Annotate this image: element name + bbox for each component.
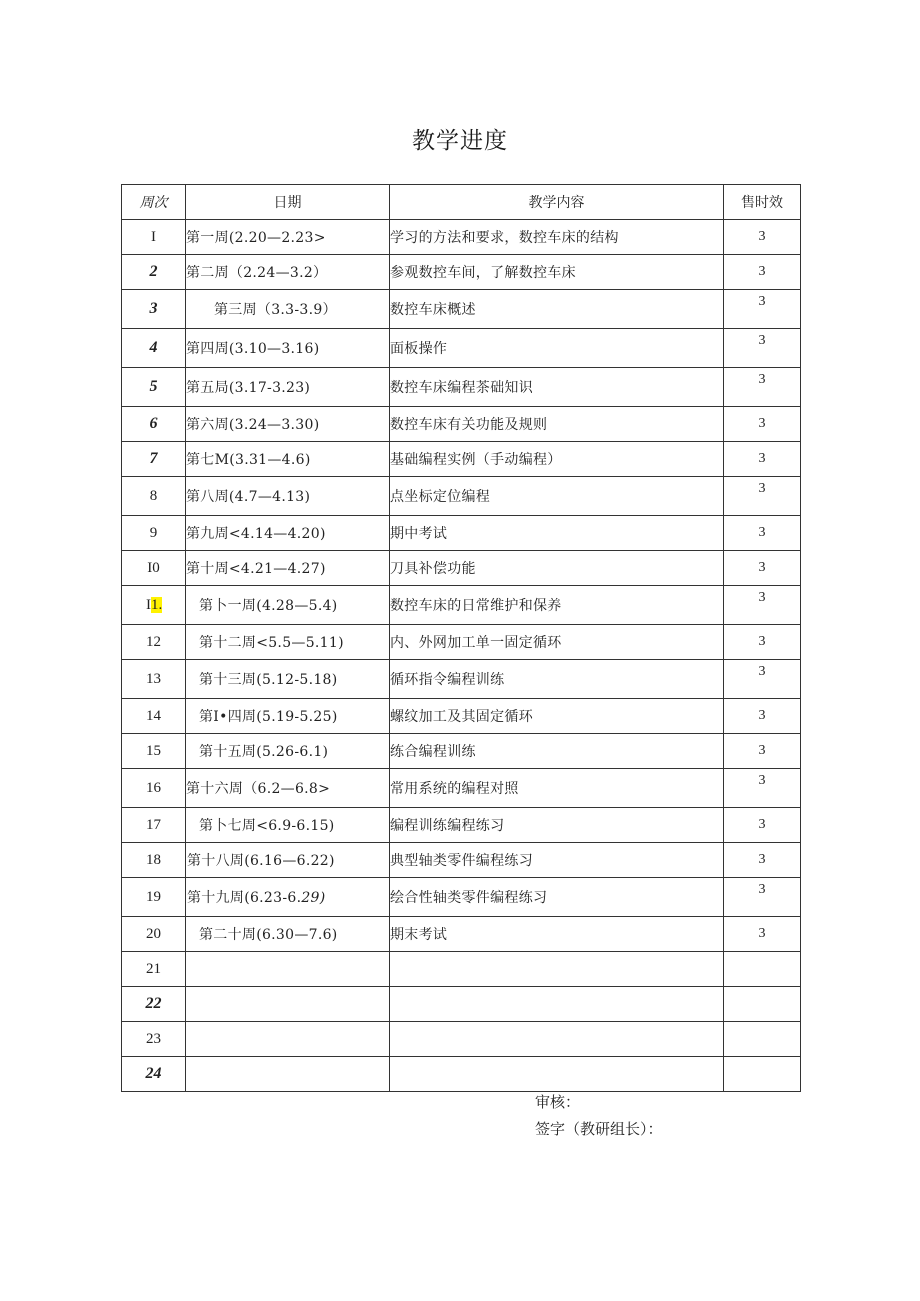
hours-cell: 3 — [724, 660, 801, 699]
week-cell: 13 — [122, 660, 186, 699]
date-cell: 第八周(4.7—4.13) — [186, 477, 390, 516]
hours-cell: 3 — [724, 407, 801, 442]
content-cell: 数控车床的日常维护和保养 — [390, 586, 724, 625]
week-cell: 8 — [122, 477, 186, 516]
week-cell: I — [122, 220, 186, 255]
hours-cell: 3 — [724, 843, 801, 878]
week-cell: 2 — [122, 255, 186, 290]
teaching-schedule-table — [121, 184, 801, 1092]
date-cell: 第十八周(6.16—6.22) — [186, 843, 390, 878]
table-row — [122, 769, 801, 808]
date-cell: 第五局(3.17-3.23) — [186, 368, 390, 407]
content-cell: 练合编程训练 — [390, 734, 724, 769]
header-content: 教学内容 — [390, 185, 724, 220]
week-cell: 9 — [122, 516, 186, 551]
table-row — [122, 699, 801, 734]
content-cell: 编程训练编程练习 — [390, 808, 724, 843]
week-cell: 23 — [122, 1022, 186, 1057]
table-header-row — [122, 185, 801, 220]
review-label: 审核： — [535, 1093, 581, 1111]
content-cell — [390, 952, 724, 987]
hours-cell: 3 — [724, 808, 801, 843]
week-cell: 16 — [122, 769, 186, 808]
date-cell: 第六周(3.24—3.30) — [186, 407, 390, 442]
content-cell: 数控车床编程茶础知识 — [390, 368, 724, 407]
week-cell: 3 — [122, 290, 186, 329]
table-row — [122, 987, 801, 1022]
hours-cell: 3 — [724, 769, 801, 808]
week-cell: 19 — [122, 878, 186, 917]
table-row — [122, 477, 801, 516]
week-cell: 6 — [122, 407, 186, 442]
content-cell: 点坐标定位编程 — [390, 477, 724, 516]
date-cell: 第二周（2.24—3.2） — [186, 255, 390, 290]
table-row — [122, 660, 801, 699]
week-cell — [122, 586, 186, 625]
table-row — [122, 586, 801, 625]
hours-cell: 3 — [724, 516, 801, 551]
date-cell — [186, 878, 390, 917]
content-cell: 期末考试 — [390, 917, 724, 952]
week-cell: I0 — [122, 551, 186, 586]
hours-cell: 3 — [724, 699, 801, 734]
table-row — [122, 625, 801, 660]
date-cell: 第十二周<5.5—5.11) — [186, 625, 390, 660]
date-cell: 第十五周(5.26-6.1) — [186, 734, 390, 769]
hours-cell: 3 — [724, 255, 801, 290]
hours-cell: 3 — [724, 442, 801, 477]
table-row — [122, 917, 801, 952]
content-cell: 典型轴类零件编程练习 — [390, 843, 724, 878]
date-text: 第十九周(6.23-6. — [187, 890, 302, 906]
date-cell — [186, 1057, 390, 1092]
content-cell — [390, 1057, 724, 1092]
hours-cell: 3 — [724, 551, 801, 586]
date-cell: 第四周(3.10—3.16) — [186, 329, 390, 368]
week-cell: 20 — [122, 917, 186, 952]
hours-cell: 3 — [724, 625, 801, 660]
content-cell: 数控车床概述 — [390, 290, 724, 329]
table-row — [122, 952, 801, 987]
content-cell: 内、外网加工单一固定循环 — [390, 625, 724, 660]
header-week: 周次 — [122, 185, 186, 220]
week-cell: 15 — [122, 734, 186, 769]
hours-cell: 3 — [724, 586, 801, 625]
date-cell — [186, 987, 390, 1022]
date-cell: 第卜一周(4.28—5.4) — [186, 586, 390, 625]
week-cell: 4 — [122, 329, 186, 368]
table-row — [122, 220, 801, 255]
date-cell — [186, 952, 390, 987]
date-cell: 第三周（3.3-3.9） — [186, 290, 390, 329]
date-cell: 第一周(2.20—2.23> — [186, 220, 390, 255]
hours-cell — [724, 952, 801, 987]
table-row — [122, 551, 801, 586]
date-text-italic: 29) — [301, 890, 326, 906]
content-cell — [390, 1022, 724, 1057]
week-cell-prefix: I — [146, 596, 151, 613]
hours-cell: 3 — [724, 220, 801, 255]
date-cell: 第七M(3.31—4.6) — [186, 442, 390, 477]
week-cell: 7 — [122, 442, 186, 477]
week-cell: 24 — [122, 1057, 186, 1092]
hours-cell: 3 — [724, 290, 801, 329]
content-cell: 绘合性轴类零件编程练习 — [390, 878, 724, 917]
date-cell: 第卜七周<6.9-6.15) — [186, 808, 390, 843]
table-row — [122, 878, 801, 917]
table-row — [122, 516, 801, 551]
content-cell: 刀具补偿功能 — [390, 551, 724, 586]
table-row — [122, 808, 801, 843]
hours-cell: 3 — [724, 734, 801, 769]
week-cell: 14 — [122, 699, 186, 734]
date-cell: 第十六周（6.2—6.8> — [186, 769, 390, 808]
content-cell: 参观数控车间，了解数控车床 — [390, 255, 724, 290]
content-cell: 期中考试 — [390, 516, 724, 551]
date-cell: 第二十周(6.30—7.6) — [186, 917, 390, 952]
week-cell: 21 — [122, 952, 186, 987]
table-row — [122, 255, 801, 290]
page-title: 教学进度 — [412, 128, 508, 154]
table-row — [122, 290, 801, 329]
week-cell: 18 — [122, 843, 186, 878]
date-cell: 第九周<4.14—4.20) — [186, 516, 390, 551]
date-cell: 第十三周(5.12-5.18) — [186, 660, 390, 699]
hours-cell — [724, 1057, 801, 1092]
date-cell: 第十周<4.21—4.27) — [186, 551, 390, 586]
hours-cell — [724, 1022, 801, 1057]
hours-cell: 3 — [724, 917, 801, 952]
hours-cell: 3 — [724, 477, 801, 516]
hours-cell: 3 — [724, 878, 801, 917]
table-row — [122, 442, 801, 477]
table-row — [122, 407, 801, 442]
table-row — [122, 368, 801, 407]
week-cell: 12 — [122, 625, 186, 660]
content-cell: 面板操作 — [390, 329, 724, 368]
hours-cell: 3 — [724, 329, 801, 368]
content-cell: 学习的方法和要求，数控车床的结构 — [390, 220, 724, 255]
content-cell: 数控车床有关功能及规则 — [390, 407, 724, 442]
signature-label: 签字（教研组长）： — [535, 1120, 663, 1138]
content-cell: 循环指令编程训练 — [390, 660, 724, 699]
highlight-mark: 1. — [151, 596, 163, 613]
hours-cell: 3 — [724, 368, 801, 407]
header-hours: 售时效 — [724, 185, 801, 220]
week-cell: 5 — [122, 368, 186, 407]
content-cell — [390, 987, 724, 1022]
date-cell: 第I•四周(5.19-5.25) — [186, 699, 390, 734]
content-cell: 螺纹加工及其固定循环 — [390, 699, 724, 734]
week-cell: 17 — [122, 808, 186, 843]
hours-cell — [724, 987, 801, 1022]
date-cell — [186, 1022, 390, 1057]
content-cell: 基础编程实例（手动编程） — [390, 442, 724, 477]
table-row — [122, 843, 801, 878]
table-row — [122, 734, 801, 769]
week-cell: 22 — [122, 987, 186, 1022]
table-row — [122, 1057, 801, 1092]
table-row — [122, 1022, 801, 1057]
header-date: 日期 — [186, 185, 390, 220]
content-cell: 常用系统的编程对照 — [390, 769, 724, 808]
table-row — [122, 329, 801, 368]
